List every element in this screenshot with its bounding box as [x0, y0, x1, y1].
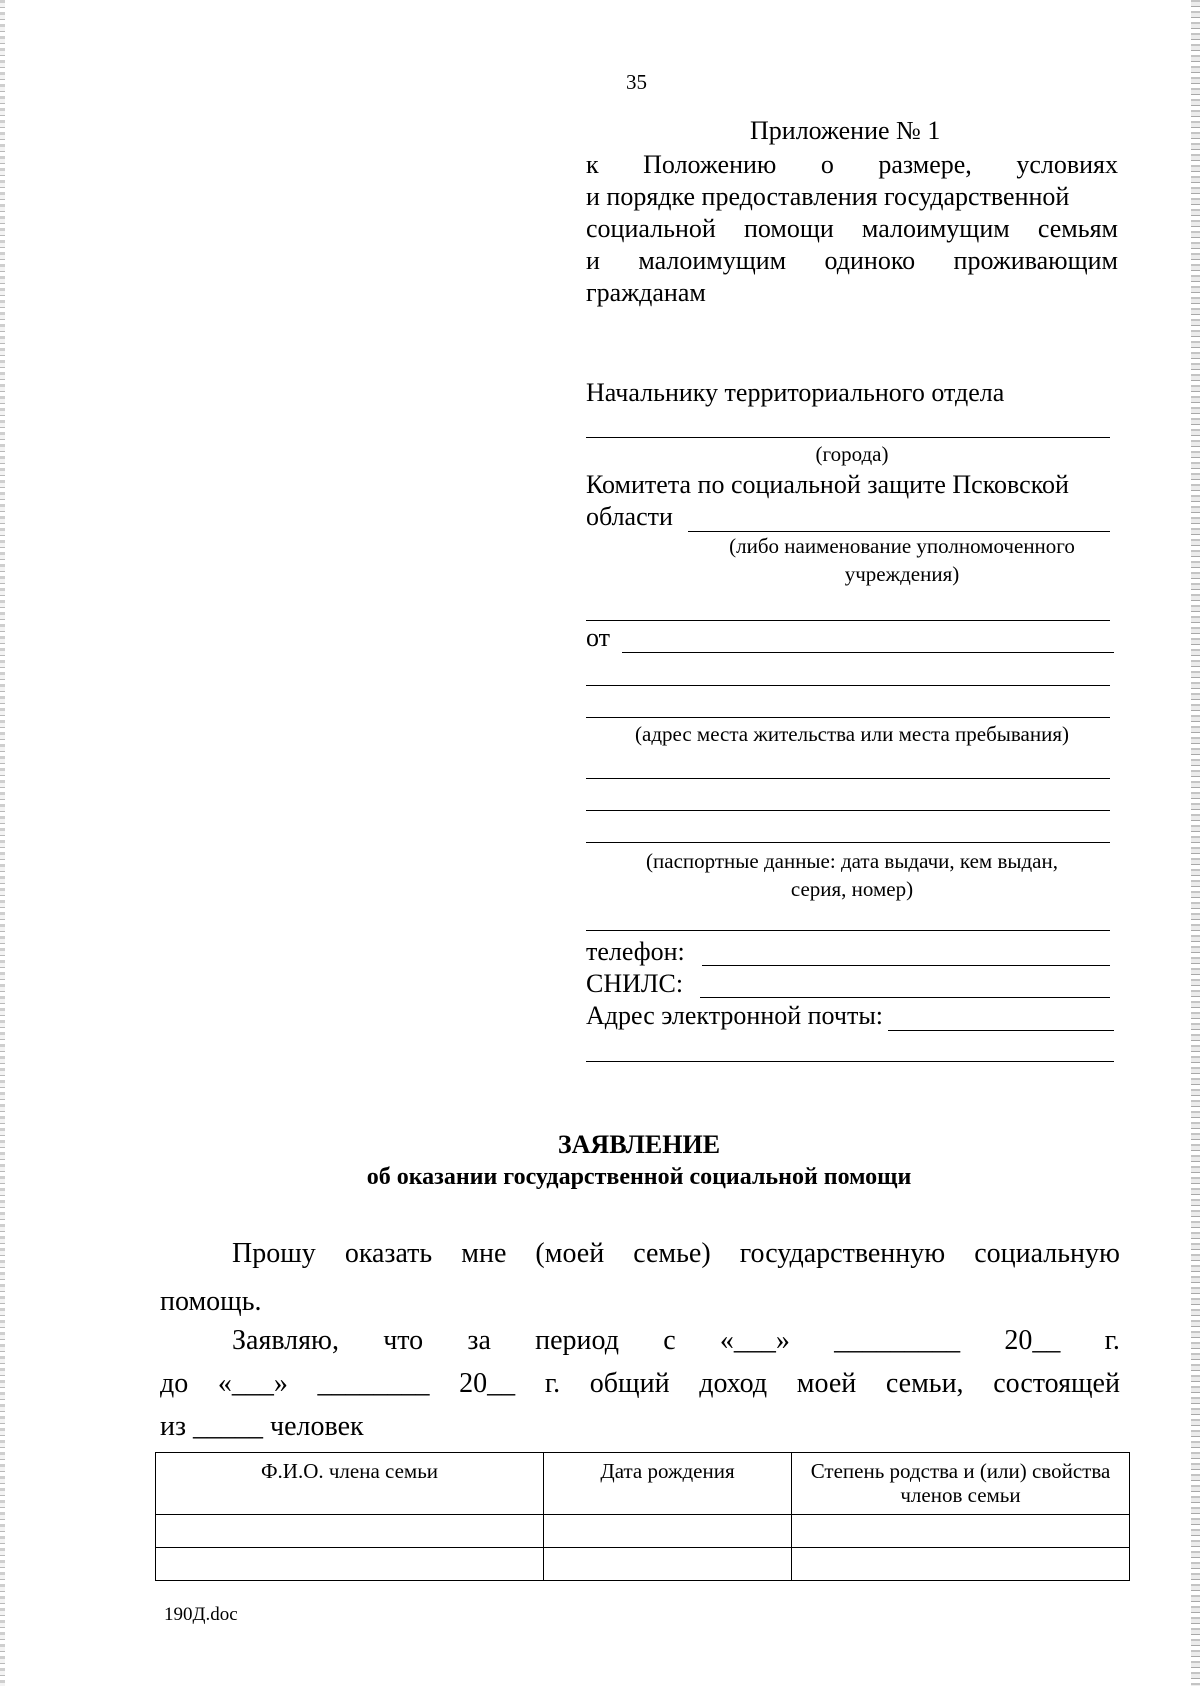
phone-field[interactable] [702, 965, 1110, 966]
period-to-month-field[interactable]: ________ [317, 1368, 430, 1399]
table-row [156, 1515, 1130, 1548]
word: государственную [739, 1238, 946, 1269]
appendix-line-1 [586, 150, 1118, 180]
statement-title: ЗАЯВЛЕНИЕ [557, 1130, 721, 1159]
table-cell[interactable] [156, 1548, 544, 1581]
period-to-year-field[interactable]: 20__ [459, 1368, 516, 1399]
word: одиноко [824, 246, 916, 275]
word: г. [1104, 1325, 1120, 1356]
word: период [535, 1325, 619, 1356]
applicant-name-field-2[interactable] [586, 685, 1110, 686]
email-field-2[interactable] [586, 1061, 1114, 1062]
word: г. [544, 1368, 561, 1399]
word: социальной [586, 214, 716, 243]
address-field[interactable] [586, 717, 1110, 718]
appendix-line-5: гражданам [586, 278, 706, 307]
word: что [383, 1325, 424, 1356]
word: проживающим [953, 246, 1118, 275]
passport-field-4[interactable] [586, 930, 1110, 931]
word: до [160, 1368, 189, 1399]
word: размере, [878, 150, 972, 179]
statement-subtitle: об оказании государственной социальной помощи [366, 1164, 912, 1190]
word: Прошу [232, 1238, 316, 1269]
committee-line: Комитета по социальной защите Псковской [586, 470, 1069, 499]
word: доход [699, 1368, 768, 1399]
territorial-department-field[interactable] [586, 437, 1110, 438]
word: мне [461, 1238, 507, 1269]
word: семьям [1037, 214, 1118, 243]
word: о [820, 150, 834, 179]
oblast-label: области [586, 502, 673, 531]
email-label: Адрес электронной почты: [586, 1001, 884, 1030]
passport-field-3[interactable] [586, 842, 1110, 843]
appendix-line-4 [586, 246, 1118, 276]
word: за [467, 1325, 491, 1356]
address-caption: (адрес места жительства или места пребывания) [635, 722, 1069, 746]
table-cell[interactable] [792, 1548, 1130, 1581]
word: Положению [643, 150, 777, 179]
authorized-caption-2: учреждения) [844, 562, 960, 586]
appendix-line-2: и порядке предоставления государственной [586, 182, 1070, 211]
snils-field[interactable] [700, 997, 1110, 998]
institution-field-2[interactable] [586, 620, 1110, 621]
phone-label: телефон: [586, 937, 685, 966]
word: из [160, 1411, 187, 1442]
scan-right-edge [1191, 0, 1200, 1686]
table-cell[interactable] [156, 1515, 544, 1548]
footer-filename: 190Д.doc [164, 1604, 238, 1625]
word: малоимущим [638, 246, 787, 275]
paragraph-2-line-3 [160, 1411, 364, 1443]
word: человек [270, 1411, 364, 1442]
word: моей [796, 1368, 857, 1399]
table-row [156, 1548, 1130, 1581]
family-size-field[interactable]: _____ [193, 1411, 264, 1442]
passport-caption-2: серия, номер) [790, 877, 914, 901]
period-from-year-field[interactable]: 20__ [1004, 1325, 1061, 1356]
word: семье) [633, 1238, 711, 1269]
table-cell[interactable] [544, 1548, 792, 1581]
paragraph-1-line-1 [232, 1238, 1120, 1270]
paragraph-1-line-2: помощь. [160, 1286, 262, 1317]
scan-left-edge [0, 0, 5, 1686]
period-to-day-field[interactable]: «___» [217, 1368, 288, 1399]
passport-caption-1: (паспортные данные: дата выдачи, кем выдан, [646, 849, 1058, 873]
authorized-caption-1: (либо наименование уполномоченного [729, 534, 1075, 558]
passport-field-1[interactable] [586, 778, 1110, 779]
column-header-full-name: Ф.И.О. члена семьи [156, 1453, 544, 1515]
page-number: 35 [626, 70, 647, 94]
applicant-name-field[interactable] [622, 652, 1114, 653]
word: социальную [974, 1238, 1120, 1269]
word: (моей [535, 1238, 605, 1269]
authorized-institution-field[interactable] [688, 531, 1110, 532]
word: и [586, 246, 600, 275]
paragraph-2-line-1[interactable] [232, 1325, 1120, 1357]
appendix-title: Приложение № 1 [750, 116, 941, 145]
table-cell[interactable] [544, 1515, 792, 1548]
word: общий [589, 1368, 670, 1399]
word: Заявляю, [232, 1325, 339, 1356]
word: к [586, 150, 599, 179]
email-field[interactable] [888, 1030, 1114, 1031]
appendix-line-3 [586, 214, 1118, 244]
period-from-day-field[interactable]: «___» [719, 1325, 790, 1356]
period-from-month-field[interactable]: _________ [834, 1325, 961, 1356]
word: оказать [344, 1238, 433, 1269]
table-cell[interactable] [792, 1515, 1130, 1548]
table-header-row [156, 1453, 1130, 1515]
word: малоимущим [861, 214, 1010, 243]
passport-field-2[interactable] [586, 810, 1110, 811]
city-caption: (города) [815, 442, 889, 466]
word: с [663, 1325, 676, 1356]
snils-label: СНИЛС: [586, 969, 684, 998]
word: состоящей [993, 1368, 1120, 1399]
column-header-birth-date: Дата рождения [544, 1453, 792, 1515]
from-label: от [586, 623, 611, 652]
column-header-relationship: Степень родства и (или) свойства членов семьи [792, 1453, 1130, 1515]
addressee-head: Начальнику территориального отдела [586, 378, 1005, 407]
family-members-table [155, 1452, 1130, 1581]
word: помощи [743, 214, 834, 243]
word: условиях [1016, 150, 1118, 179]
word: семьи, [885, 1368, 964, 1399]
paragraph-2-line-2[interactable] [160, 1368, 1120, 1400]
